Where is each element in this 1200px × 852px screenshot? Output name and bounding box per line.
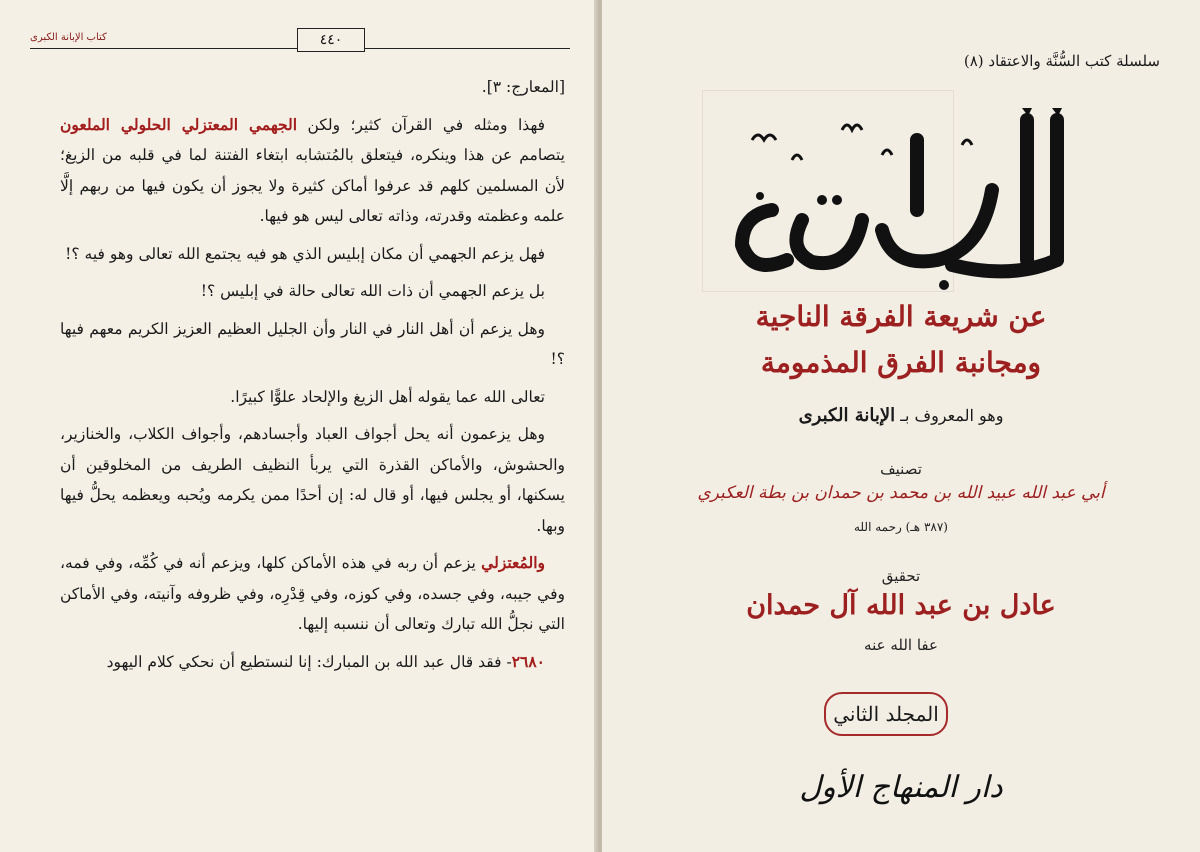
paragraph-text: فهل يزعم الجهمي أن مكان إبليس الذي هو فيه يجتمع الله تعالى وهو فيه ؟! xyxy=(65,244,545,263)
known-as-prefix: وهو المعروف بـ xyxy=(900,406,1004,425)
paragraph-text: - فقد قال عبد الله بن المبارك: إنا لنستطيع أن نحكي كلام اليهود xyxy=(106,652,512,671)
highlighted-term: والمُعتزلي xyxy=(481,553,545,572)
body-paragraph xyxy=(60,314,565,375)
body-paragraph xyxy=(60,419,565,541)
body-paragraph xyxy=(60,72,565,103)
death-date: (٣٨٧ هـ) رحمه الله xyxy=(854,520,948,534)
body-paragraph xyxy=(60,276,565,307)
paragraph-text: [المعارج: ٣]. xyxy=(481,78,565,96)
paragraph-text: يزعم أن ربه في هذه الأماكن كلها، ويزعم أنه في كُمِّه، وفي فمه، وفي جيبه، وفي جسده، وفي كوزه، وفي قِدْرِه، وفي ظروفه وآنيته، وفي الأماكن التي نجلُّ الله تبارك وتعالى أن ننسبه إليها. xyxy=(60,554,565,633)
known-as-line xyxy=(602,405,1200,426)
editor-name: عادل بن عبد الله آل حمدان xyxy=(746,590,1056,621)
volume-label: المجلد الثاني xyxy=(824,692,948,736)
paragraph-text: بل يزعم الجهمي أن ذات الله تعالى حالة في إبليس ؟! xyxy=(200,282,545,300)
paragraph-text: وهل يزعم أن أهل النار في النار وأن الجليل العظيم العزيز الكريم معهم فيها ؟! xyxy=(60,319,565,368)
body-paragraph xyxy=(60,239,565,270)
editor-blessing: عفا الله عنه xyxy=(864,636,938,654)
subtitle-line-1: عن شريعة الفرقة الناجية xyxy=(755,300,1047,333)
text-page xyxy=(0,0,598,852)
paragraph-text: فهذا ومثله في القرآن كثير؛ ولكن xyxy=(297,115,545,134)
publisher-name: دار المنهاج الأول xyxy=(799,770,1003,805)
title-page xyxy=(602,0,1200,852)
body-paragraph xyxy=(60,110,565,232)
calligraphic-title xyxy=(712,100,1082,290)
body-text xyxy=(60,72,565,684)
paragraph-text: تعالى الله عما يقوله أهل الزيغ والإلحاد علوًّا كبيرًا. xyxy=(230,387,545,406)
known-as-title: الإبانة الكبرى xyxy=(798,405,896,426)
subtitle-line-2: ومجانبة الفرق المذمومة xyxy=(760,346,1042,379)
series-title: سلسلة كتب السُّنَّة والاعتقاد (٨) xyxy=(963,52,1160,70)
paragraph-text: وهل يزعمون أنه يحل أجواف العباد وأجسادهم، وأجواف الكلاب، والخنازير، والحشوش، والأماكن القذرة التي يربأ النظيف الطريف من المخلوقين أن يسكنها، أو يجلس فيها، أو قال له: إن أحدًا ممن يكرمه ويُحبه ويعظمه يحلُّ فيها وبها. xyxy=(60,425,565,535)
page-number: ٤٤٠ xyxy=(297,28,365,52)
body-paragraph xyxy=(60,548,565,640)
highlighted-term: الجهمي المعتزلي الحلولي الملعون xyxy=(60,114,298,134)
header-title: كتاب الإبانة الكبرى xyxy=(30,32,107,43)
paragraph-text: يتصامم عن هذا وينكره، فيتعلق بالمُتشابه ابتغاء الفتنة لما في قلبه من الزيغ؛ لأن المسلمين كلهم قد عرفوا أماكن كثيرة ولا يجوز أن يكون فيها من ربهم إلَّا علمه وعظمته وقدرته، وذاته تعالى ليس هو فيها. xyxy=(60,146,565,225)
author-name: أبي عبد الله عبيد الله بن محمد بن حمدان بن بطة العكبري xyxy=(697,483,1105,503)
highlighted-term: ٢٦٨٠ xyxy=(511,651,545,671)
running-header xyxy=(30,30,570,58)
editing-label: تحقيق xyxy=(881,567,921,585)
authorship-label: تصنيف xyxy=(880,460,922,478)
body-paragraph xyxy=(60,382,565,413)
body-paragraph xyxy=(60,647,565,678)
